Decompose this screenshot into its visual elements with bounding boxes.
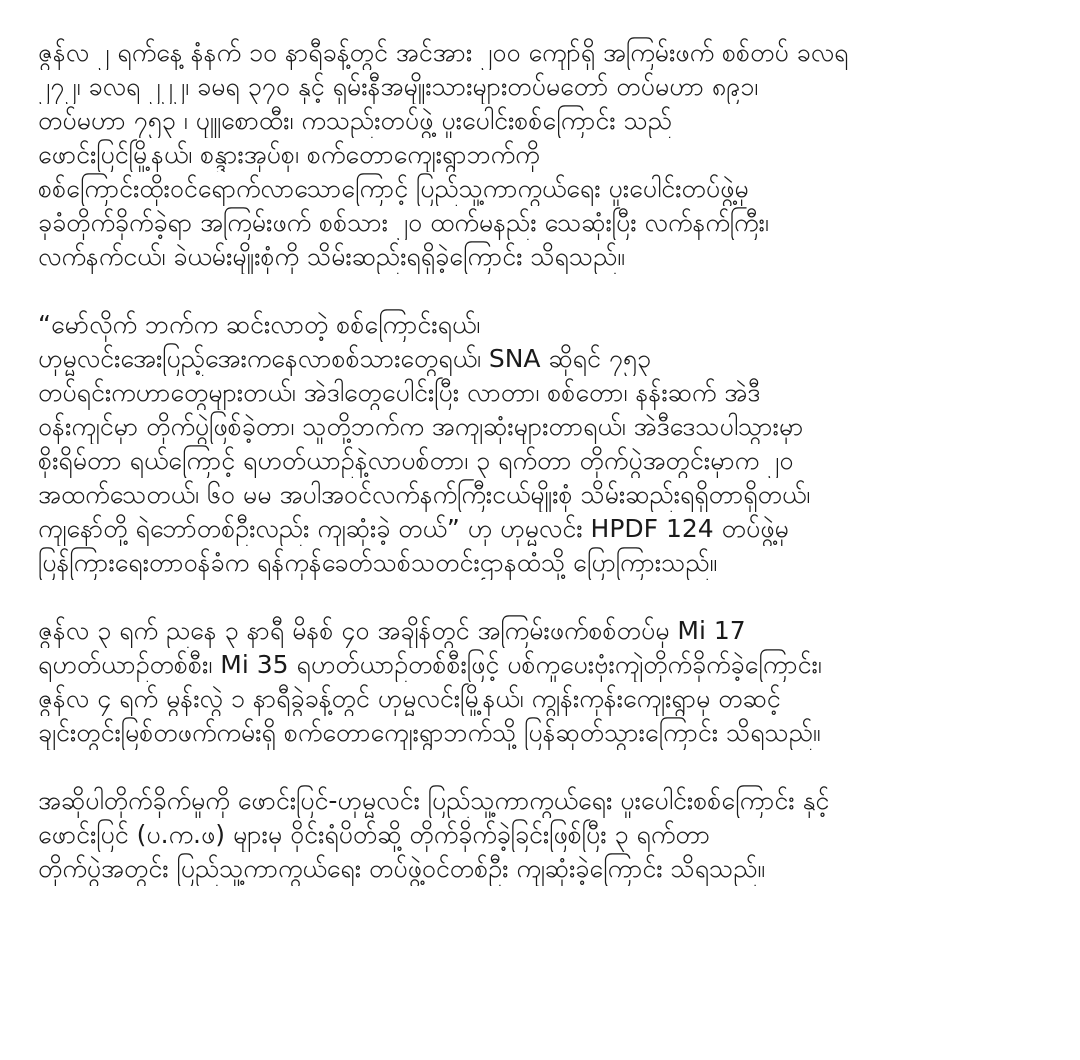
paragraph-3 <box>38 614 1042 750</box>
text-line: တိုက်ပွဲအတွင်း ပြည်သူ့ကာကွယ်ရေး တပ်ဖွဲ့ဝင်တစ်ဦး ကျဆုံးခဲ့ကြောင်း သိရသည်။ <box>38 854 765 883</box>
text-line: ဇွန်လ ၂ ရက်နေ့ နံနက် ၁၀ နာရီခန့်တွင် အင်အား ၂၀၀ ကျော်ရှိ အကြမ်းဖက် စစ်တပ် ခလရ <box>38 38 849 67</box>
text-line: တပ်မဟာ ၇၅၃ ၊ ပျူစောထီး၊ ကသည်းတပ်ဖွဲ့ ပူးပေါင်းစစ်ကြောင်း သည် <box>38 106 672 135</box>
text-line: အဆိုပါတိုက်ခိုက်မှုကို ဖောင်းပြင်-ဟုမ္မလင်း ပြည်သူ့ကာကွယ်ရေး ပူးပေါင်းစစ်ကြောင်း နှင့် <box>38 786 830 815</box>
paragraph-2-quote <box>38 308 1042 580</box>
text-line: အထက်သေတယ်၊ ၆၀ မမ အပါအဝင်လက်နက်ကြီးငယ်မျိုးစုံ သိမ်းဆည်းရရှိတာရှိတယ်၊ <box>38 480 811 509</box>
text-line: ဟုမ္မလင်းအေးပြည့်အေးကနေလာစစ်သားတွေရယ်၊ SNA ဆိုရင် ၇၅၃ <box>38 344 652 373</box>
text-line: “မော်လိုက် ဘက်က ဆင်းလာတဲ့ စစ်ကြောင်းရယ်၊ <box>38 310 481 339</box>
paragraph-4 <box>38 784 1042 886</box>
text-line: စစ်ကြောင်းထိုးဝင်ရောက်လာသောကြောင့် ပြည်သူ့ကာကွယ်ရေး ပူးပေါင်းတပ်ဖွဲ့မှ <box>38 174 749 203</box>
text-line: ရဟတ်ယာဉ်တစ်စီး၊ Mi 35 ရဟတ်ယာဉ်တစ်စီးဖြင့် ပစ်ကူပေးဗုံးကျဲတိုက်ခိုက်ခဲ့ကြောင်း၊ <box>38 650 822 679</box>
text-line: လက်နက်ငယ်၊ ခဲယမ်းမျိုးစုံကို သိမ်းဆည်းရရှိခဲ့ကြောင်း သိရသည်။ <box>38 242 625 271</box>
text-line: တပ်ရင်းကဟာတွေများတယ်၊ အဲဒါတွေပေါင်းပြီး လာတာ၊ စစ်တော၊ နန်းဆက် အဲဒီ <box>38 378 761 407</box>
text-line: ကျနော်တို့ ရဲဘော်တစ်ဦးလည်း ကျဆုံးခဲ့ တယ်” ဟု ဟုမ္မလင်း HPDF 124 တပ်ဖွဲ့မှ <box>38 514 789 543</box>
paragraph-1 <box>38 36 1042 274</box>
text-line: ဇွန်လ ၄ ရက် မွန်းလွဲ ၁ နာရီခွဲခန့်တွင် ဟုမ္မလင်းမြို့နယ်၊ ကျွန်းကုန်းကျေးရွာမှ တဆင့် <box>38 684 781 713</box>
text-line: ၂၇၂၊ ခလရ ၂၂၂၊ ခမရ ၃၇၀ နှင့် ရှမ်းနီအမျိုးသားများတပ်မတော် တပ်မဟာ ၈၉၁၊ <box>38 72 759 101</box>
text-line: ဝန်းကျင်မှာ တိုက်ပွဲဖြစ်ခဲ့တာ၊ သူတို့ဘက်က အကျဆုံးများတာရယ်၊ အဲဒီဒေသပါသွားမှာ <box>38 412 804 441</box>
text-line: ခုခံတိုက်ခိုက်ခဲ့ရာ အကြမ်းဖက် စစ်သား ၂၀ ထက်မနည်း သေဆုံးပြီး လက်နက်ကြီး၊ <box>38 208 769 237</box>
text-line: ဖောင်းပြင် (ပ.က.ဖ) များမှ ဝိုင်းရံပိတ်ဆို့ တိုက်ခိုက်ခဲ့ခြင်းဖြစ်ပြီး ၃ ရက်တာ <box>38 820 710 849</box>
text-line: စိုးရိမ်တာ ရယ်ကြောင့် ရဟတ်ယာဉ်နဲ့လာပစ်တာ၊ ၃ ရက်တာ တိုက်ပွဲအတွင်းမှာက ၂၀ <box>38 446 794 475</box>
text-line: ဇွန်လ ၃ ရက် ညနေ ၃ နာရီ မိနစ် ၄၀ အချိန်တွင် အကြမ်းဖက်စစ်တပ်မှ Mi 17 <box>38 616 746 645</box>
text-line: ပြန်ကြားရေးတာဝန်ခံက ရန်ကုန်ခေတ်သစ်သတင်းဌာနထံသို့ ပြောကြားသည်။ <box>38 548 718 577</box>
text-line: ဖောင်းပြင်မြို့နယ်၊ စန္ဒားအုပ်စု၊ စက်တောကျေးရွာဘက်ကို <box>38 140 540 169</box>
text-line: ချင်းတွင်းမြစ်တဖက်ကမ်းရှိ စက်တောကျေးရွာဘက်သို့ ပြန်ဆုတ်သွားကြောင်း သိရသည်။ <box>38 718 821 747</box>
